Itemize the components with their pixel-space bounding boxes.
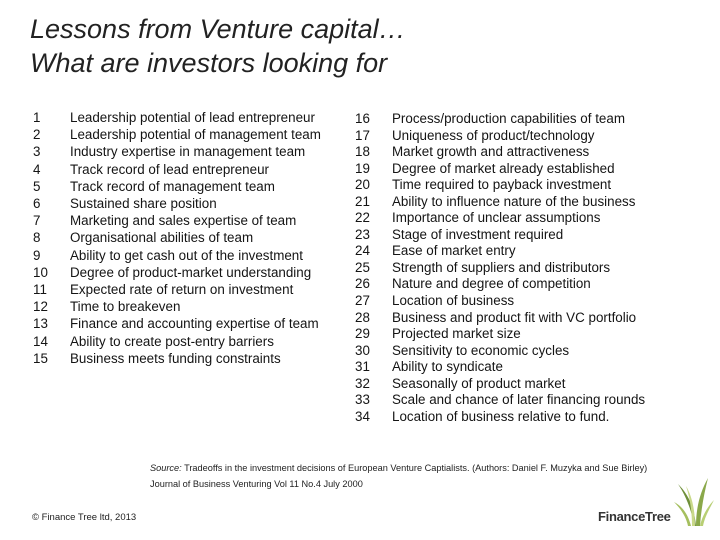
item-label: Track record of lead entrepreneur	[70, 161, 269, 177]
item-label: Strength of suppliers and distributors	[392, 259, 611, 275]
item-number: 25	[355, 259, 370, 275]
item-label: Finance and accounting expertise of team	[70, 316, 319, 332]
source-label: Source:	[150, 463, 182, 473]
list-item	[355, 326, 675, 343]
slide-title	[30, 12, 406, 80]
item-label: Location of business relative to fund.	[392, 408, 610, 424]
item-number: 34	[355, 408, 370, 424]
item-label: Projected market size	[392, 326, 521, 342]
list-item	[33, 195, 343, 212]
list-item	[33, 178, 343, 195]
item-number: 1	[33, 110, 41, 125]
item-number: 28	[355, 309, 370, 325]
list-item	[355, 376, 675, 393]
item-number: 2	[33, 127, 41, 143]
item-number: 16	[355, 111, 370, 126]
item-number: 6	[33, 196, 41, 212]
list-item	[33, 298, 343, 315]
list-item	[33, 247, 343, 264]
list-item	[355, 111, 675, 128]
list-item	[355, 359, 675, 376]
item-number: 9	[33, 247, 41, 263]
list-item	[33, 315, 343, 332]
list-item	[355, 194, 675, 211]
list-item	[355, 293, 675, 310]
item-label: Ability to get cash out of the investment	[70, 247, 303, 263]
brand-name: FinanceTree	[598, 509, 671, 524]
list-item	[33, 264, 343, 281]
item-label: Ability to syndicate	[392, 359, 503, 375]
list-item	[355, 128, 675, 145]
item-label: Location of business	[392, 293, 515, 309]
item-number: 17	[355, 127, 370, 143]
list-item	[355, 392, 675, 409]
item-label: Sustained share position	[70, 196, 217, 212]
item-label: Business and product fit with VC portfolio	[392, 309, 637, 325]
item-label: Leadership potential of lead entrepreneur	[70, 110, 315, 125]
item-number: 14	[33, 333, 48, 349]
item-label: Time required to payback investment	[392, 177, 612, 193]
item-label: Leadership potential of management team	[70, 127, 321, 143]
item-number: 4	[33, 161, 41, 177]
item-label: Business meets funding constraints	[70, 350, 281, 366]
list-item	[355, 161, 675, 178]
item-label: Degree of market already established	[392, 160, 615, 176]
item-number: 18	[355, 144, 370, 160]
title-line-1: Lessons from Venture capital…	[30, 14, 406, 44]
item-number: 10	[33, 264, 48, 280]
item-label: Seasonally of product market	[392, 375, 566, 391]
list-item	[33, 350, 343, 367]
list-item	[33, 229, 343, 246]
list-item	[355, 177, 675, 194]
item-label: Stage of investment required	[392, 226, 564, 242]
item-number: 8	[33, 230, 41, 246]
item-number: 31	[355, 359, 370, 375]
item-number: 5	[33, 178, 41, 194]
item-label: Process/production capabilities of team	[392, 111, 625, 126]
item-number: 7	[33, 213, 41, 229]
item-label: Expected rate of return on investment	[70, 282, 294, 298]
finance-tree-logo	[598, 476, 714, 526]
list-item	[33, 143, 343, 160]
item-number: 32	[355, 375, 370, 391]
item-number: 26	[355, 276, 370, 292]
criteria-list-left	[33, 109, 343, 367]
list-item	[33, 126, 343, 143]
item-number: 23	[355, 226, 370, 242]
item-label: Market growth and attractiveness	[392, 144, 590, 160]
title-line-2: What are investors looking for	[30, 48, 388, 78]
item-label: Sensitivity to economic cycles	[392, 342, 570, 358]
item-number: 33	[355, 392, 370, 408]
list-item	[355, 243, 675, 260]
list-item	[355, 227, 675, 244]
item-number: 3	[33, 144, 41, 160]
list-item	[33, 333, 343, 350]
item-number: 12	[33, 299, 48, 315]
criteria-list-right	[355, 111, 675, 425]
item-label: Ability to create post-entry barriers	[70, 333, 274, 349]
item-label: Degree of product-market understanding	[70, 264, 312, 280]
item-number: 13	[33, 316, 48, 332]
list-item	[355, 409, 675, 426]
item-label: Organisational abilities of team	[70, 230, 254, 246]
copyright-notice: © Finance Tree ltd, 2013	[32, 512, 137, 523]
item-label: Ability to influence nature of the business	[392, 193, 636, 209]
item-label: Uniqueness of product/technology	[392, 127, 595, 143]
item-number: 19	[355, 160, 370, 176]
list-item	[355, 310, 675, 327]
item-label: Ease of market entry	[392, 243, 516, 259]
list-item	[355, 144, 675, 161]
item-number: 24	[355, 243, 370, 259]
item-number: 22	[355, 210, 370, 226]
item-label: Marketing and sales expertise of team	[70, 213, 297, 229]
list-item	[355, 343, 675, 360]
list-item	[33, 161, 343, 178]
item-number: 29	[355, 326, 370, 342]
list-item	[33, 281, 343, 298]
item-number: 30	[355, 342, 370, 358]
source-text: Tradeoffs in the investment decisions of European Venture Captialists. (Authors: Daniel F. Muzyka and Sue Birley) Journal of Business Venturing Vol 11 No.4 July 2000	[150, 463, 648, 489]
item-number: 15	[33, 350, 48, 366]
item-label: Track record of management team	[70, 178, 275, 194]
list-item	[33, 109, 343, 126]
item-label: Time to breakeven	[70, 299, 181, 315]
item-number: 21	[355, 193, 370, 209]
item-label: Nature and degree of competition	[392, 276, 591, 292]
list-item	[355, 210, 675, 227]
item-number: 11	[33, 282, 47, 298]
item-label: Importance of unclear assumptions	[392, 210, 601, 226]
list-item	[355, 276, 675, 293]
item-number: 20	[355, 177, 370, 193]
grass-logo-icon	[674, 476, 714, 526]
item-label: Scale and chance of later financing rounds	[392, 392, 646, 408]
list-item	[33, 212, 343, 229]
item-label: Industry expertise in management team	[70, 144, 306, 160]
item-number: 27	[355, 293, 370, 309]
list-item	[355, 260, 675, 277]
source-citation	[150, 460, 650, 492]
